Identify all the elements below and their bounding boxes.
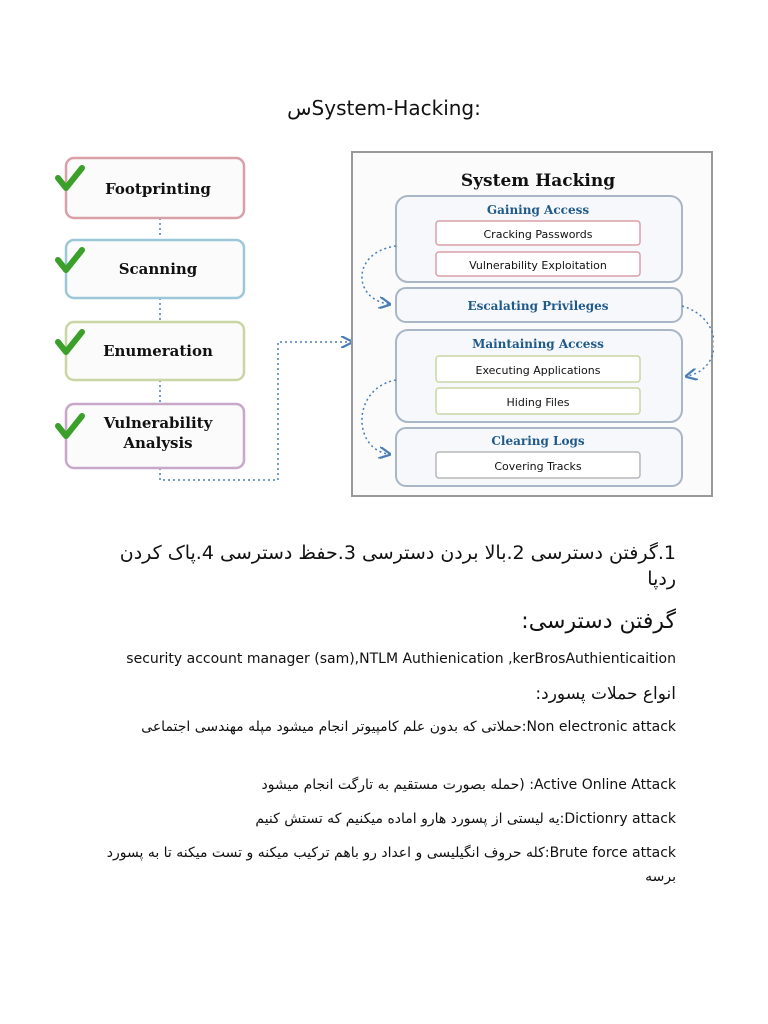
step-label: Analysis <box>123 434 193 452</box>
item-covering-tracks: Covering Tracks <box>494 460 582 473</box>
steps-line: 1.گرفتن دسترسی 2.بالا بردن دسترسی 3.حفظ دسترسی 4.پاک کردن ردپا <box>119 542 676 590</box>
brute-force-attack: Brute force attack:کله حروف انگیلیسی و اعداد رو باهم ترکیب میکنه و تست میکنه تا به پسورد برسه <box>106 845 676 885</box>
page-title: سSystem-Hacking: <box>287 96 481 120</box>
heading-password-attacks: انواع حملات پسورد: <box>535 684 676 704</box>
step-label: Footprinting <box>105 180 211 198</box>
non-electronic-attack: Non electronic attack:حملاتی که بدون علم کامپیوتر انجام میشود مپله مهندسی اجتماعی <box>141 719 676 735</box>
dictionary-attack: Dictionry attack:یه لیستی از پسورد هارو اماده میکنیم که تستش کنیم <box>255 811 676 827</box>
step-label: Enumeration <box>103 342 213 360</box>
section-gaining-access: Gaining Access <box>486 203 590 217</box>
active-online-attack: Active Online Attack: (حمله بصورت مستقیم به تارگت انجام میشود <box>261 777 676 793</box>
item-executing-applications: Executing Applications <box>475 364 601 377</box>
section-escalating-privileges: Escalating Privileges <box>467 299 609 313</box>
step-label: Vulnerability <box>103 414 213 432</box>
item-cracking-passwords: Cracking Passwords <box>483 228 593 241</box>
sam-line: security account manager (sam),NTLM Authienication ,kerBrosAuthienticaition <box>126 651 676 667</box>
panel-title: System Hacking <box>460 171 616 191</box>
heading-gaining-access: گرفتن دسترسی: <box>521 609 676 634</box>
item-vulnerability-exploitation: Vulnerability Exploitation <box>469 259 607 272</box>
section-clearing-logs: Clearing Logs <box>491 434 585 448</box>
item-hiding-files: Hiding Files <box>506 396 570 409</box>
step-label: Scanning <box>118 260 198 278</box>
system-hacking-diagram <box>52 148 714 500</box>
section-maintaining-access: Maintaining Access <box>472 337 604 351</box>
